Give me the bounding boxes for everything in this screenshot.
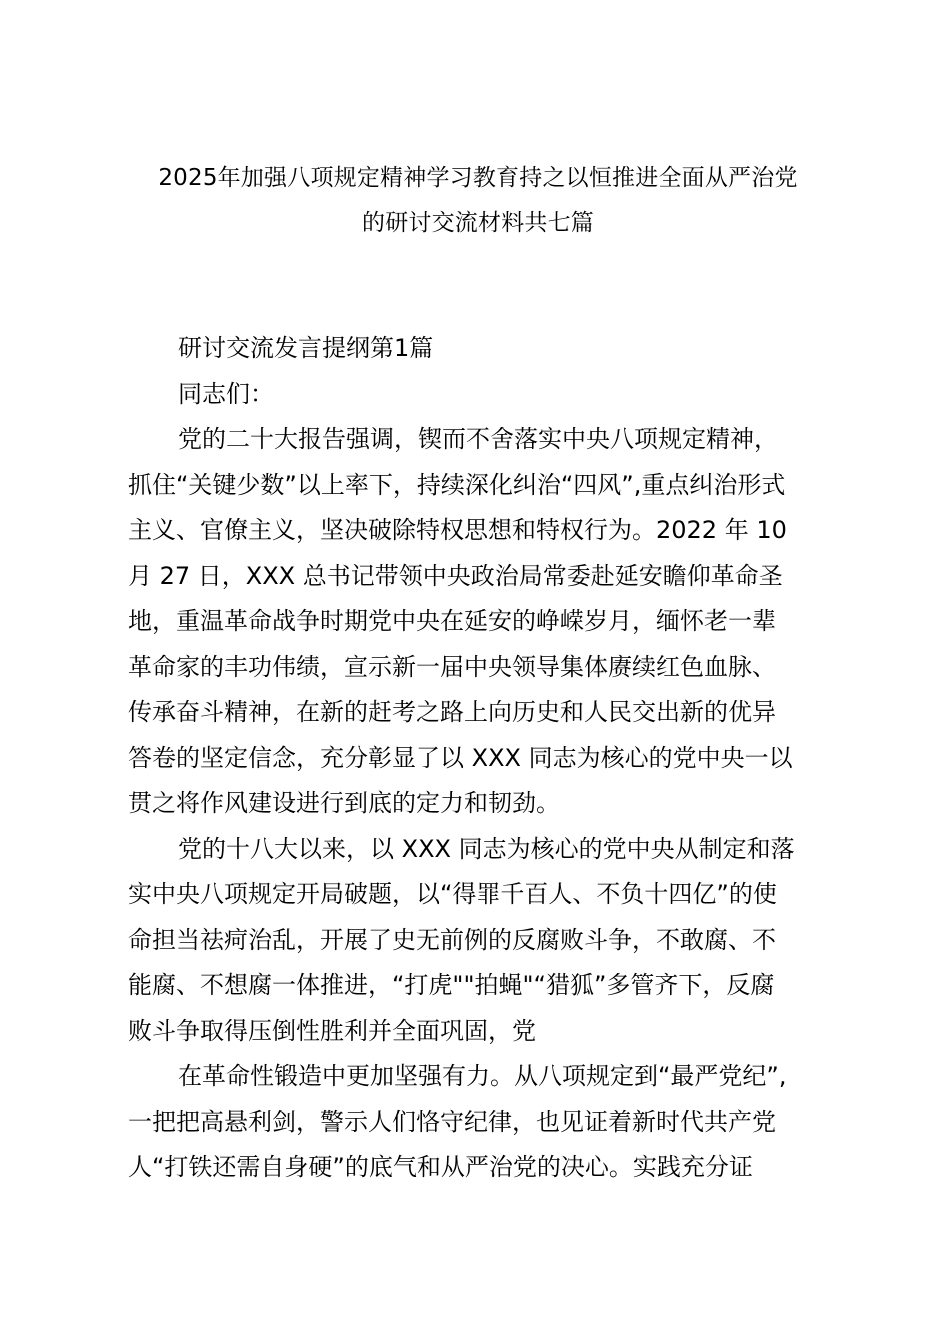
paragraph-line: 命担当祛疴治乱，开展了史无前例的反腐败斗争，不敢腐、不 bbox=[128, 925, 776, 954]
paragraph-1 bbox=[128, 417, 833, 827]
salutation: 同志们： bbox=[178, 379, 274, 408]
paragraph-line: 败斗争取得压倒性胜利并全面巩固，党 bbox=[128, 1016, 536, 1045]
paragraph-line: 人“打铁还需自身硬”的底气和从严治党的决心。实践充分证 bbox=[128, 1153, 753, 1181]
title-line-2: 的研讨交流材料共七篇 bbox=[362, 210, 594, 236]
paragraph-line: 传承奋斗精神，在新的赶考之路上向历史和人民交出新的优异 bbox=[128, 698, 776, 726]
paragraph-line: 党的十八大以来，以 XXX 同志为核心的党中央从制定和落 bbox=[178, 834, 795, 863]
paragraph-line: 革命家的丰功伟绩，宣示新一届中央领导集体赓续红色血脉、 bbox=[128, 652, 776, 681]
paragraph-line: 抓住“关键少数”以上率下，持续深化纠治“四风”,重点纠治形式 bbox=[128, 470, 786, 499]
document-body bbox=[128, 326, 833, 1191]
paragraph-line: 主义、官僚主义，坚决破除特权思想和特权行为。2022 年 10 bbox=[128, 516, 787, 544]
document-title bbox=[128, 156, 828, 246]
paragraph-2 bbox=[128, 827, 833, 1055]
paragraph-line: 地，重温革命战争时期党中央在延安的峥嵘岁月，缅怀老一辈 bbox=[128, 607, 776, 635]
paragraph-line: 月 27 日，XXX 总书记带领中央政治局常委赴延安瞻仰革命圣 bbox=[128, 561, 783, 590]
paragraph-line: 答卷的坚定信念，充分彰显了以 XXX 同志为核心的党中央一以 bbox=[128, 743, 793, 772]
paragraph-line: 实中央八项规定开局破题，以“得罪千百人、不负十四亿”的使 bbox=[128, 880, 777, 908]
section-heading: 研讨交流发言提纲第1篇 bbox=[178, 334, 434, 362]
paragraph-line: 在革命性锻造中更加坚强有力。从八项规定到“最严党纪”, bbox=[178, 1062, 787, 1090]
paragraph-line: 党的二十大报告强调，锲而不舍落实中央八项规定精神， bbox=[178, 425, 778, 453]
paragraph-line: 一把把高悬利剑，警示人们恪守纪律，也见证着新时代共产党 bbox=[128, 1107, 776, 1136]
paragraph-3 bbox=[128, 1054, 833, 1191]
title-line-1: 2025年加强八项规定精神学习教育持之以恒推进全面从严治党 bbox=[158, 165, 798, 191]
paragraph-line: 贯之将作风建设进行到底的定力和韧劲。 bbox=[128, 789, 560, 817]
paragraph-line: 能腐、不想腐一体推进，“打虎""拍蝇"“猎狐”多管齐下，反腐 bbox=[128, 971, 775, 999]
